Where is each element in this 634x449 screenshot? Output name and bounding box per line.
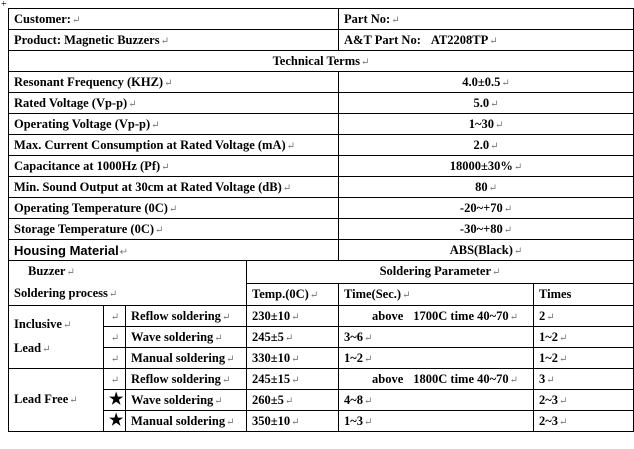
solder-time: above 1700C time 40~70↵ — [339, 306, 534, 327]
spec-row — [9, 240, 634, 261]
solder-times: 1~2↵ — [534, 327, 634, 348]
solder-temp: 245±15↵ — [247, 369, 339, 390]
lead-free-label: Lead Free↵ — [9, 369, 104, 432]
solder-method: Manual soldering↵ — [126, 411, 247, 432]
soldering-process-header: Buzzer↵ Soldering process↵ — [9, 261, 247, 306]
time-column-header: Time(Sec.)↵ — [339, 283, 534, 306]
solder-method: Wave soldering↵ — [126, 327, 247, 348]
marker-cell: ↵ — [104, 306, 126, 327]
spec-value: 2.0↵ — [339, 135, 634, 156]
spec-row — [9, 198, 634, 219]
section-title-row — [9, 51, 634, 72]
spec-label: Housing Material↵ — [9, 240, 339, 261]
solder-temp: 260±5↵ — [247, 390, 339, 411]
corner-mark: + — [1, 0, 7, 10]
solder-time: 1~3↵ — [339, 411, 534, 432]
solder-row — [9, 369, 634, 390]
product-label: Product: Magnetic Buzzers↵ — [9, 30, 339, 51]
spec-value: ABS(Black)↵ — [339, 240, 634, 261]
spec-label: Min. Sound Output at 30cm at Rated Voltage (dB)↵ — [9, 177, 339, 198]
solder-times: 2~3↵ — [534, 411, 634, 432]
solder-method: Reflow soldering↵ — [126, 306, 247, 327]
temp-column-header: Temp.(0C)↵ — [247, 283, 339, 306]
customer-label: Customer:↵ — [9, 9, 339, 30]
star-cell — [104, 411, 126, 432]
part-no-label: Part No:↵ — [339, 9, 634, 30]
spec-label: Capacitance at 1000Hz (Pf)↵ — [9, 156, 339, 177]
spec-value: 18000±30%↵ — [339, 156, 634, 177]
marker-cell: ↵ — [104, 327, 126, 348]
solder-times: 1~2↵ — [534, 348, 634, 369]
spec-row — [9, 156, 634, 177]
solder-temp: 230±10↵ — [247, 306, 339, 327]
spec-value: 1~30↵ — [339, 114, 634, 135]
spec-row — [9, 93, 634, 114]
times-column-header: Times — [534, 283, 634, 306]
product-row — [9, 30, 634, 51]
solder-times: 3↵ — [534, 369, 634, 390]
spec-value: 4.0±0.5↵ — [339, 72, 634, 93]
solder-time: 3~6↵ — [339, 327, 534, 348]
solder-temp: 350±10↵ — [247, 411, 339, 432]
section-title: Technical Terms↵ — [9, 51, 634, 72]
star-icon: ★ — [109, 411, 124, 429]
marker-cell: ↵ — [104, 369, 126, 390]
solder-header-row-1 — [9, 261, 634, 284]
spec-sheet — [8, 8, 633, 432]
solder-row — [9, 306, 634, 327]
solder-temp: 245±5↵ — [247, 327, 339, 348]
spec-value: 5.0↵ — [339, 93, 634, 114]
spec-row — [9, 219, 634, 240]
inclusive-lead-label: Inclusive↵ Lead↵ — [9, 306, 104, 369]
spec-table — [8, 8, 634, 432]
spec-row — [9, 72, 634, 93]
spec-label: Storage Temperature (0C)↵ — [9, 219, 339, 240]
marker-cell: ↵ — [104, 348, 126, 369]
solder-times: 2~3↵ — [534, 390, 634, 411]
star-cell — [104, 390, 126, 411]
solder-time: 4~8↵ — [339, 390, 534, 411]
spec-value: 80↵ — [339, 177, 634, 198]
soldering-parameter-title: Soldering Parameter↵ — [247, 261, 634, 284]
solder-temp: 330±10↵ — [247, 348, 339, 369]
solder-time: above 1800C time 40~70↵ — [339, 369, 534, 390]
at-part-no: A&T Part No: AT2208TP↵ — [339, 30, 634, 51]
spec-row — [9, 135, 634, 156]
customer-row — [9, 9, 634, 30]
star-icon: ★ — [109, 390, 124, 408]
solder-method: Reflow soldering↵ — [126, 369, 247, 390]
spec-value: -30~+80↵ — [339, 219, 634, 240]
spec-label: Operating Voltage (Vp-p)↵ — [9, 114, 339, 135]
spec-label: Rated Voltage (Vp-p)↵ — [9, 93, 339, 114]
spec-label: Resonant Frequency (KHZ)↵ — [9, 72, 339, 93]
solder-times: 2↵ — [534, 306, 634, 327]
spec-label: Operating Temperature (0C)↵ — [9, 198, 339, 219]
solder-time: 1~2↵ — [339, 348, 534, 369]
spec-row — [9, 114, 634, 135]
spec-label: Max. Current Consumption at Rated Voltage (mA)↵ — [9, 135, 339, 156]
solder-method: Manual soldering↵ — [126, 348, 247, 369]
solder-method: Wave soldering↵ — [126, 390, 247, 411]
spec-value: -20~+70↵ — [339, 198, 634, 219]
spec-row — [9, 177, 634, 198]
